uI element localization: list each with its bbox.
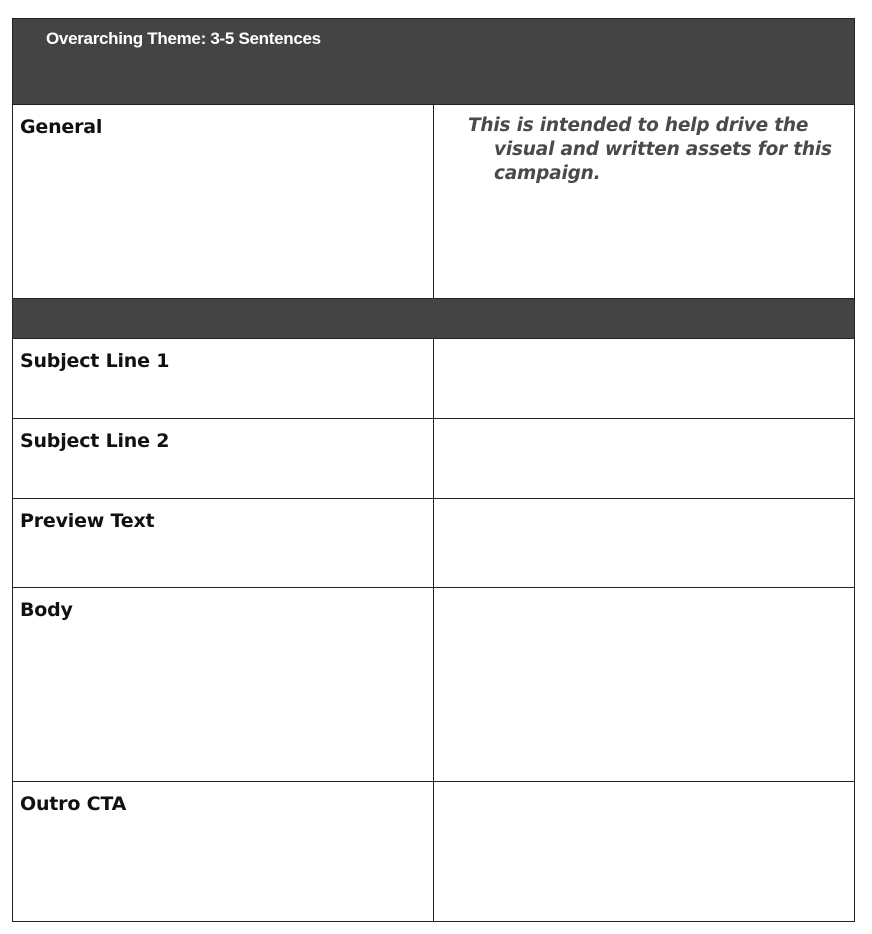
body-label-cell <box>13 588 434 782</box>
theme-header-row <box>13 19 855 105</box>
body-field[interactable] <box>434 588 855 782</box>
subject-line-2-row <box>13 419 855 499</box>
subject-line-1-label: Subject Line 1 <box>20 350 170 372</box>
general-label-cell <box>13 105 434 299</box>
outro-cta-label-cell <box>13 782 434 922</box>
subject-line-2-field[interactable] <box>434 419 855 499</box>
preview-text-label-cell <box>13 499 434 588</box>
preview-text-row <box>13 499 855 588</box>
theme-header-cell <box>13 19 855 105</box>
outro-cta-label: Outro CTA <box>20 793 127 815</box>
subject-line-1-label-cell <box>13 339 434 419</box>
preview-text-field[interactable] <box>434 499 855 588</box>
outro-cta-row <box>13 782 855 922</box>
theme-title: Overarching Theme: 3-5 Sentences <box>46 29 321 48</box>
campaign-brief-table <box>12 18 855 922</box>
general-label: General <box>20 116 103 138</box>
subject-line-1-row <box>13 339 855 419</box>
general-content-cell[interactable] <box>434 105 855 299</box>
body-label: Body <box>20 599 73 621</box>
outro-cta-field[interactable] <box>434 782 855 922</box>
preview-text-label: Preview Text <box>20 510 155 532</box>
subject-line-2-label-cell <box>13 419 434 499</box>
section-divider-row <box>13 299 855 339</box>
general-content: This is intended to help drive the visual and written assets for this campaign. <box>468 115 832 184</box>
section-divider-cell <box>13 299 855 339</box>
body-row <box>13 588 855 782</box>
general-row <box>13 105 855 299</box>
subject-line-1-field[interactable] <box>434 339 855 419</box>
subject-line-2-label: Subject Line 2 <box>20 430 170 452</box>
